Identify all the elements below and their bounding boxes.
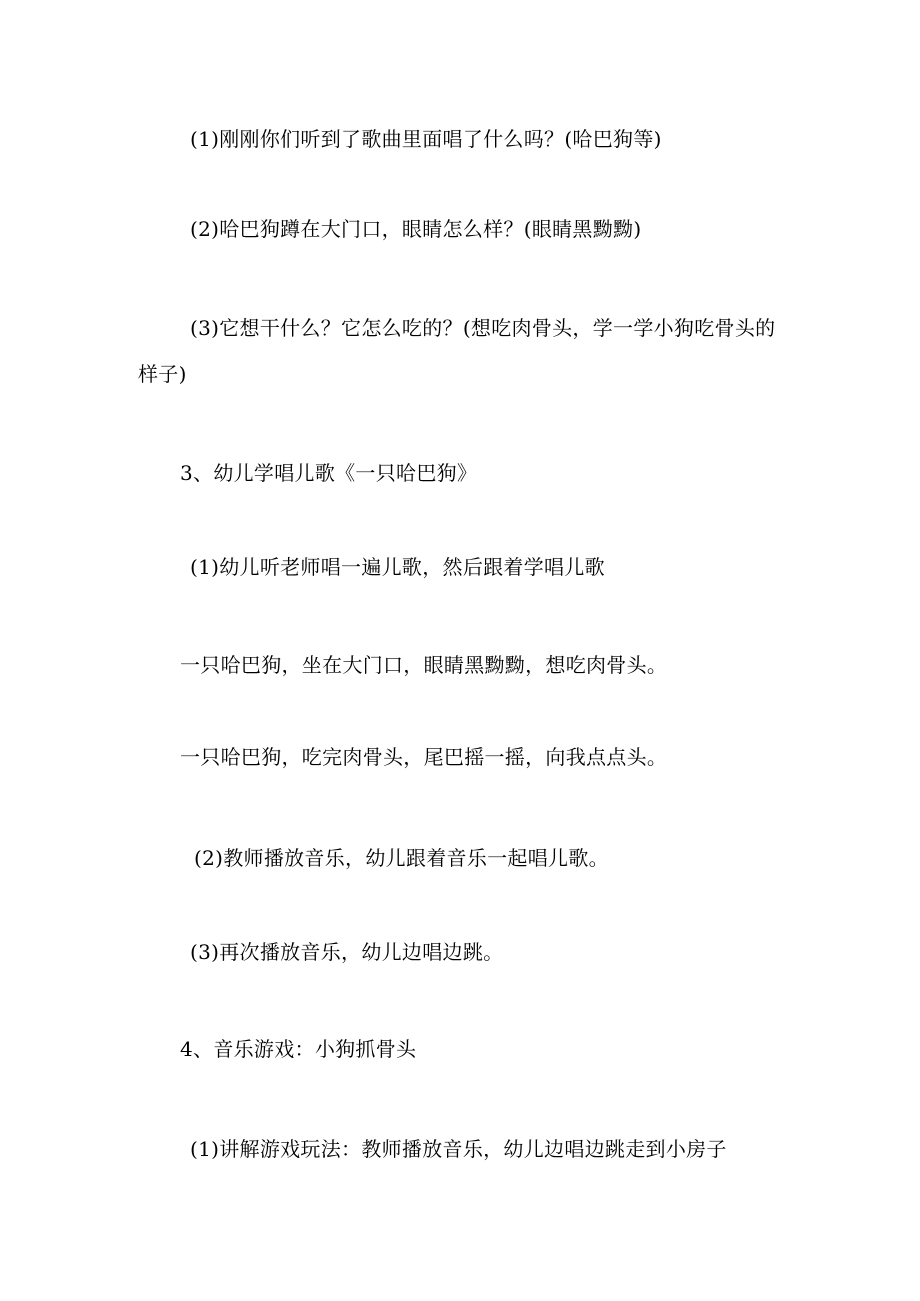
question-3: (3)它想干什么？它怎么吃的？(想吃肉骨头，学一学小狗吃骨头的 — [190, 316, 776, 340]
question-1: (1)刚刚你们听到了歌曲里面唱了什么吗？(哈巴狗等) — [190, 127, 662, 151]
step-3-2: (2)教师播放音乐，幼儿跟着音乐一起唱儿歌。 — [194, 846, 609, 870]
question-3-continuation: 样子) — [138, 362, 187, 386]
section-heading-3: 3、幼儿学唱儿歌《一只哈巴狗》 — [180, 461, 478, 485]
song-lyrics-line-2: 一只哈巴狗，吃完肉骨头，尾巴摇一摇，向我点点头。 — [180, 745, 668, 769]
step-3-3: (3)再次播放音乐，幼儿边唱边跳。 — [190, 940, 504, 964]
step-3-1: (1)幼儿听老师唱一遍儿歌，然后跟着学唱儿歌 — [190, 555, 605, 579]
question-2: (2)哈巴狗蹲在大门口，眼睛怎么样？(眼睛黑黝黝) — [190, 217, 642, 241]
step-4-1: (1)讲解游戏玩法：教师播放音乐，幼儿边唱边跳走到小房子 — [190, 1137, 727, 1161]
song-lyrics-line-1: 一只哈巴狗，坐在大门口，眼睛黑黝黝，想吃肉骨头。 — [180, 653, 668, 677]
section-heading-4: 4、音乐游戏：小狗抓骨头 — [180, 1037, 417, 1061]
